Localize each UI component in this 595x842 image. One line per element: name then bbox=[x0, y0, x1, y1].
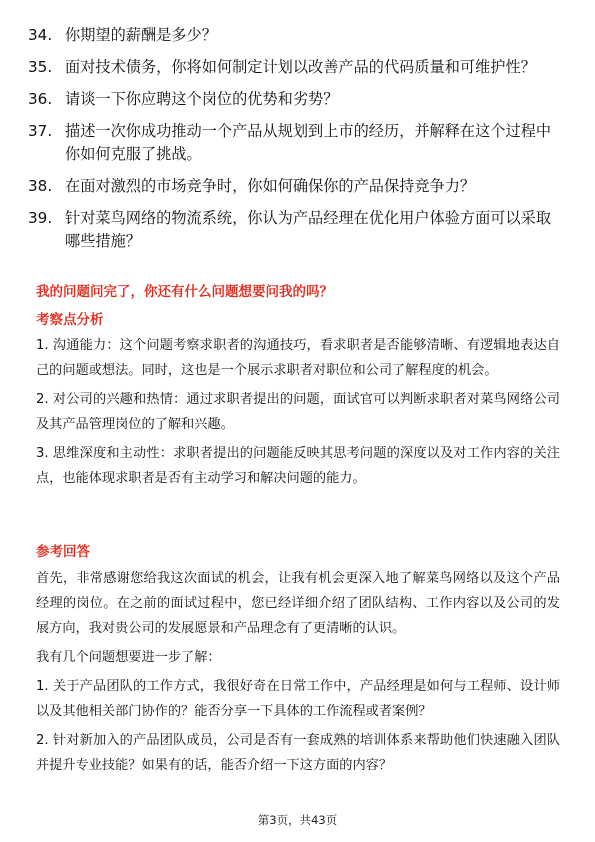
featured-question: 我的问题问完了，你还有什么问题想要问我的吗？ bbox=[36, 284, 333, 300]
question-number: 39. bbox=[28, 209, 53, 227]
analysis-section bbox=[36, 333, 560, 491]
reference-paragraph: 首先，非常感谢您给我这次面试的机会，让我有机会更深入地了解菜鸟网络以及这个产品经理的岗位。在之前的面试过程中，您已经详细介绍了团队结构、工作内容以及公司的发展方向，我对贵公司的发展愿景和产品理念有了更清晰的认识。 bbox=[36, 571, 560, 636]
question-text: 请谈一下你应聘这个岗位的优势和劣势？ bbox=[65, 90, 339, 108]
question-number: 38. bbox=[28, 177, 53, 195]
question-text: 你期望的薪酬是多少？ bbox=[65, 26, 217, 44]
question-text: 面对技术债务，你将如何制定计划以改善产品的代码质量和可维护性？ bbox=[65, 58, 536, 76]
page-footer: 第3页，共43页 bbox=[257, 813, 338, 827]
reference-section bbox=[36, 566, 560, 778]
analysis-heading: 考察点分析 bbox=[36, 312, 104, 328]
reference-paragraph: 我有几个问题想要进一步了解： bbox=[36, 650, 221, 665]
question-item bbox=[28, 120, 563, 166]
question-number: 35. bbox=[28, 58, 53, 76]
question-item bbox=[28, 207, 563, 253]
analysis-point: 2. 对公司的兴趣和热情：通过求职者提出的问题，面试官可以判断求职者对菜鸟网络公司及其产品管理岗位的了解和兴趣。 bbox=[36, 392, 560, 432]
question-item bbox=[28, 175, 563, 198]
question-list bbox=[28, 24, 563, 262]
question-number: 37. bbox=[28, 122, 53, 140]
question-item bbox=[28, 56, 563, 79]
question-item bbox=[28, 24, 563, 47]
analysis-point: 3. 思维深度和主动性：求职者提出的问题能反映其思考问题的深度以及对工作内容的关注点，也能体现求职者是否有主动学习和解决问题的能力。 bbox=[36, 446, 560, 486]
question-number: 34. bbox=[28, 26, 53, 44]
question-text: 描述一次你成功推动一个产品从规划到上市的经历，并解释在这个过程中你如何克服了挑战。 bbox=[65, 122, 551, 163]
question-text: 针对菜鸟网络的物流系统，你认为产品经理在优化用户体验方面可以采取哪些措施？ bbox=[65, 209, 551, 250]
reference-paragraph: 2. 针对新加入的产品团队成员，公司是否有一套成熟的培训体系来帮助他们快速融入团队并提升专业技能？如果有的话，能否介绍一下这方面的内容？ bbox=[36, 733, 560, 773]
reference-heading: 参考回答 bbox=[36, 544, 90, 560]
analysis-point: 1. 沟通能力：这个问题考察求职者的沟通技巧，看求职者是否能够清晰、有逻辑地表达自己的问题或想法。同时，这也是一个展示求职者对职位和公司了解程度的机会。 bbox=[36, 338, 560, 378]
question-text: 在面对激烈的市场竞争时，你如何确保你的产品保持竞争力？ bbox=[65, 177, 476, 195]
question-item bbox=[28, 88, 563, 111]
question-number: 36. bbox=[28, 90, 53, 108]
reference-paragraph: 1. 关于产品团队的工作方式，我很好奇在日常工作中，产品经理是如何与工程师、设计师以及其他相关部门协作的？能否分享一下具体的工作流程或者案例？ bbox=[36, 679, 560, 719]
